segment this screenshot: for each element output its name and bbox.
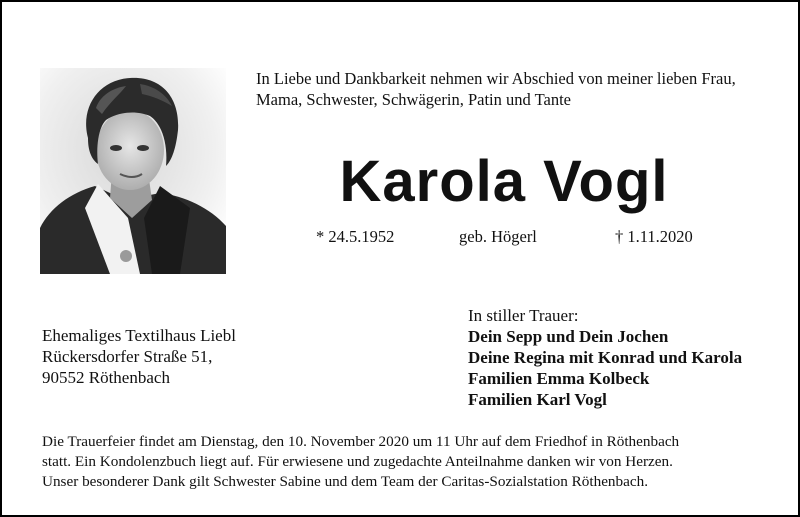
address-line: Ehemaliges Textilhaus Liebl: [42, 326, 236, 345]
mourners-heading: In stiller Trauer:: [468, 306, 579, 325]
mourner-line: Dein Sepp und Dein Jochen: [468, 327, 669, 346]
death-date: † 1.11.2020: [615, 227, 693, 246]
portrait-photo: [40, 68, 226, 274]
mourner-line: Familien Emma Kolbeck: [468, 369, 650, 388]
address-line: Rückersdorfer Straße 51,: [42, 347, 213, 366]
intro-line: Mama, Schwester, Schwägerin, Patin und Tante: [256, 90, 571, 109]
deceased-name: Karola Vogl: [339, 149, 669, 214]
funeral-details: [42, 432, 770, 492]
birth-date: * 24.5.1952: [316, 227, 395, 246]
maiden-name: geb. Högerl: [459, 227, 537, 246]
mourners-block: [468, 305, 742, 410]
mourner-line: Familien Karl Vogl: [468, 390, 607, 409]
address-block: [42, 325, 236, 388]
mourner-line: Deine Regina mit Konrad und Karola: [468, 348, 743, 367]
footer-line: statt. Ein Kondolenzbuch liegt auf. Für erwiesene und zugedachte Anteilnahme danken wir von Herzen.: [42, 453, 673, 470]
address-line: 90552 Röthenbach: [42, 368, 170, 387]
footer-line: Die Trauerfeier findet am Dienstag, den 10. November 2020 um 11 Uhr auf dem Friedhof in Röthenbach: [42, 433, 680, 450]
intro-line: In Liebe und Dankbarkeit nehmen wir Abschied von meiner lieben Frau,: [256, 69, 736, 88]
footer-line: Unser besonderer Dank gilt Schwester Sabine und dem Team der Caritas-Sozialstation Röthenbach.: [42, 473, 648, 490]
intro-text: [256, 68, 776, 110]
